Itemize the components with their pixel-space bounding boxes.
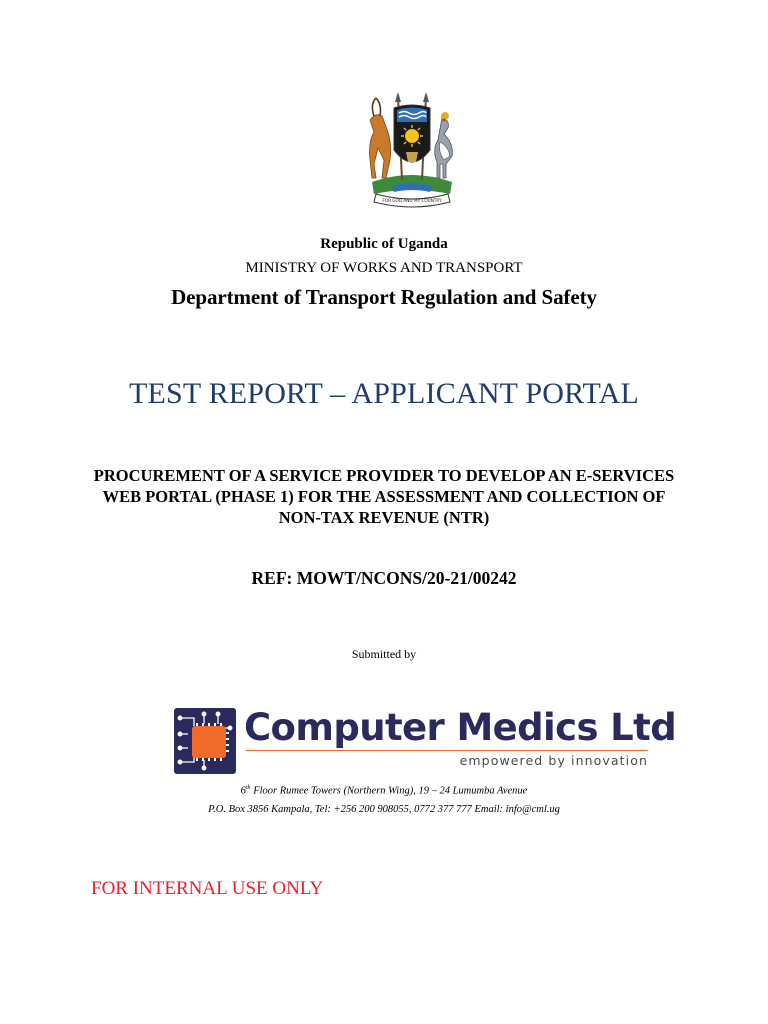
company-address-line-1 — [0, 785, 768, 797]
procurement-line: PROCUREMENT OF A SERVICE PROVIDER TO DEVELOP AN E-SERVICES — [93, 466, 675, 485]
address-street: Floor Rumee Towers (Northern Wing), 19 – 24 Lumumba Avenue — [250, 785, 528, 797]
submitted-by-label: Submitted by — [351, 647, 417, 661]
company-tagline — [246, 750, 648, 771]
republic-heading: Republic of Uganda — [320, 236, 448, 252]
coat-of-arms-icon — [354, 90, 470, 212]
ministry-heading: MINISTRY OF WORKS AND TRANSPORT — [245, 260, 523, 276]
classification-label: FOR INTERNAL USE ONLY — [91, 878, 324, 899]
address-floor: 6 — [240, 785, 246, 797]
procurement-line: NON-TAX REVENUE (NTR) — [278, 508, 490, 527]
procurement-description — [0, 465, 768, 528]
report-title: TEST REPORT – APPLICANT PORTAL — [128, 377, 640, 410]
company-address-line-2: P.O. Box 3856 Kampala, Tel: +256 200 908055, 0772 377 777 Email: info@cml.ug — [208, 804, 560, 815]
computer-medics-chip-logo-icon — [174, 708, 236, 774]
department-heading: Department of Transport Regulation and Safety — [171, 285, 597, 309]
procurement-line: WEB PORTAL (PHASE 1) FOR THE ASSESSMENT AND COLLECTION OF — [102, 487, 666, 506]
company-name: Computer Medics Ltd — [244, 706, 677, 749]
tagline-text: empowered by innovation — [459, 753, 648, 768]
reference-number: REF: MOWT/NCONS/20-21/00242 — [251, 568, 517, 588]
motto-text: FOR GOD AND MY COUNTRY — [382, 198, 442, 203]
address-floor-suffix: th — [245, 785, 251, 791]
